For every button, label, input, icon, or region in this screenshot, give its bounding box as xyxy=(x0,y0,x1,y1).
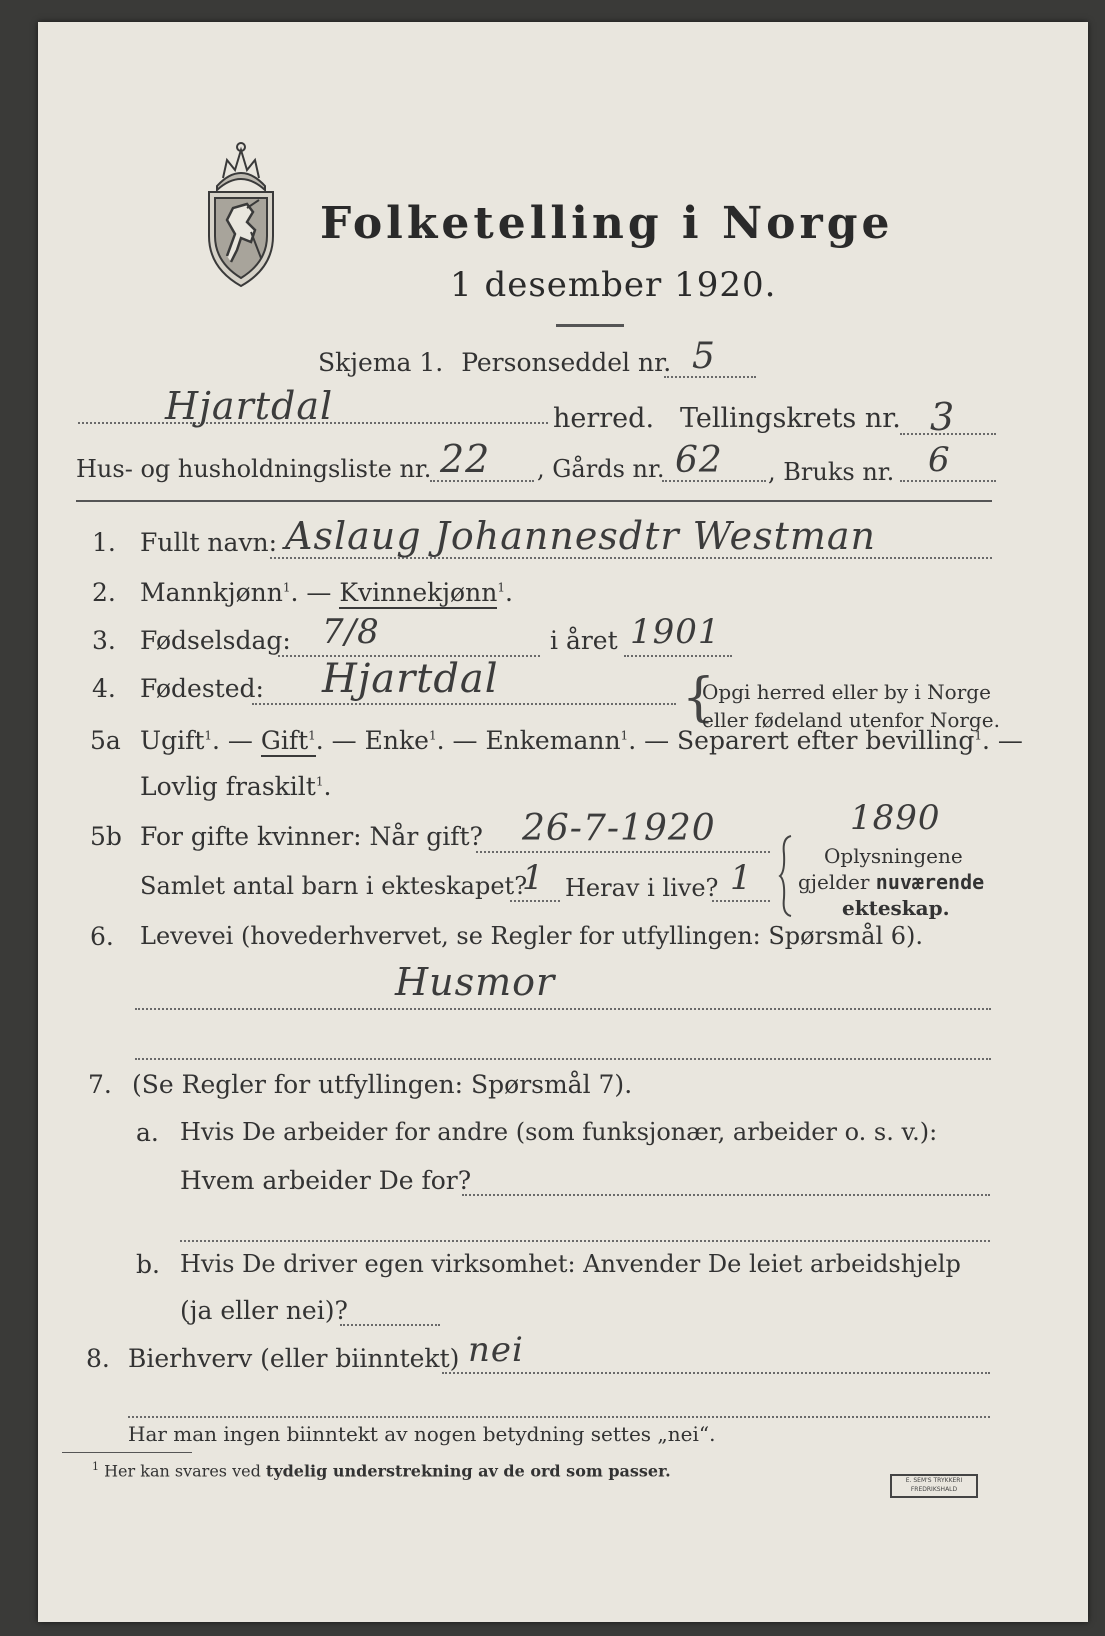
personseddel-label: Personseddel nr. xyxy=(461,348,672,377)
q8-dotline-2 xyxy=(128,1416,990,1418)
q5b-note-line2 xyxy=(798,870,984,894)
q2-male-option[interactable]: Mannkjønn xyxy=(140,578,283,607)
q3-year-value[interactable]: 1901 xyxy=(630,612,721,652)
q3-birthday-value[interactable]: 7/8 xyxy=(322,612,380,652)
q7b-dotline xyxy=(340,1324,440,1326)
footnote-bold-text: tydelig understrekning av de ord som passer. xyxy=(265,1461,671,1481)
q7a-number: a. xyxy=(136,1118,159,1147)
skjema-line xyxy=(318,348,671,377)
q7a-text: Hvis De arbeider for andre (som funksjonær, arbeider o. s. v.): xyxy=(180,1118,938,1146)
q5a-enkemann-option[interactable]: Enkemann xyxy=(485,726,621,755)
q8-secondary-income-value[interactable]: nei xyxy=(468,1330,524,1370)
q5a-gift-text: Gift xyxy=(260,726,309,755)
q5a-fn-2: 1 xyxy=(308,728,316,743)
q2-line xyxy=(140,578,513,607)
gards-value[interactable]: 62 xyxy=(675,440,723,481)
form-title: Folketelling i Norge xyxy=(320,198,894,249)
q1-number: 1. xyxy=(92,528,116,557)
q5b-correction-note: 1890 xyxy=(850,798,941,838)
q5a-fn-1: 1 xyxy=(204,728,213,743)
q7a-question: Hvem arbeider De for? xyxy=(180,1166,472,1195)
q4-label: Fødested: xyxy=(140,674,264,703)
q6-number: 6. xyxy=(90,922,114,951)
q3-year-dotline xyxy=(624,655,732,657)
q7b-number: b. xyxy=(136,1250,160,1279)
q4-number: 4. xyxy=(92,674,116,703)
q5a-sep-5: . — xyxy=(982,726,1023,755)
q2-dash: . — xyxy=(290,578,332,607)
q5a-gift-option-underlined[interactable] xyxy=(261,726,316,757)
printer-stamp xyxy=(890,1474,978,1498)
footnote-mark: 1 xyxy=(92,1460,99,1473)
q5a-ugift-option[interactable]: Ugift xyxy=(140,726,205,755)
q5a-fn-3: 1 xyxy=(428,728,437,743)
q5a-enke-option[interactable]: Enke xyxy=(364,726,429,755)
printer-stamp-line2: FREDRIKSHALD xyxy=(910,1486,958,1493)
husliste-value[interactable]: 22 xyxy=(440,437,491,481)
herred-value[interactable]: Hjartdal xyxy=(165,384,334,428)
q5a-number: 5a xyxy=(90,726,121,755)
q7a-dotline-1 xyxy=(462,1194,990,1196)
q4-brace: { xyxy=(682,668,716,728)
q5b-live-dotline xyxy=(712,900,770,902)
q5b-barn-label: Samlet antal barn i ekteskapet? xyxy=(140,872,528,900)
q2-footnote-2: 1 xyxy=(497,580,505,595)
q3-year-label: i året xyxy=(550,626,618,655)
q6-dotline-2 xyxy=(135,1058,991,1060)
q5a-line2: Lovlig fraskilt$^1$. xyxy=(140,772,332,801)
header-rule xyxy=(76,500,992,502)
q7a-dotline-2 xyxy=(180,1240,990,1242)
q5b-barn-dotline xyxy=(510,900,560,902)
bruks-label: , Bruks nr. xyxy=(768,458,895,486)
q7b-text: Hvis De driver egen virksomhet: Anvender De leiet arbeidshjelp xyxy=(180,1250,961,1278)
husliste-label: Hus- og husholdningsliste nr. xyxy=(76,455,432,483)
bruks-dotline xyxy=(900,480,996,482)
q3-label: Fødselsdag: xyxy=(140,626,291,655)
q3-number: 3. xyxy=(92,626,116,655)
q5a-line1 xyxy=(140,726,1023,755)
q4-dotline xyxy=(252,703,676,705)
q5b-dotline xyxy=(476,851,770,853)
q4-note-line2: eller fødeland utenfor Norge. xyxy=(702,708,1000,732)
q2-footnote-1: 1 xyxy=(282,580,291,595)
tellingskrets-value[interactable]: 3 xyxy=(930,395,956,439)
nei-instruction-note: Har man ingen biinntekt av nogen betydning settes „nei“. xyxy=(128,1422,716,1446)
bruks-value[interactable]: 6 xyxy=(928,440,951,480)
skjema-label: Skjema 1. xyxy=(318,348,444,377)
q8-dotline-1 xyxy=(442,1372,990,1374)
q5b-live-value[interactable]: 1 xyxy=(730,858,753,898)
q6-label: Levevei (hovederhvervet, se Regler for utfyllingen: Spørsmål 6). xyxy=(140,922,924,950)
q4-note-line1: Opgi herred eller by i Norge xyxy=(702,680,991,704)
q1-fullname-value[interactable]: Aslaug Johannesdtr Westman xyxy=(285,514,877,558)
q5b-note-bold: nuværende xyxy=(875,870,985,894)
q7b-question: (ja eller nei)? xyxy=(180,1296,348,1325)
q5b-number: 5b xyxy=(90,822,122,851)
q6-occupation-value[interactable]: Husmor xyxy=(395,960,556,1004)
q5a-fraskilt-option[interactable]: Lovlig fraskilt xyxy=(140,772,316,801)
q5b-note-line1: Oplysningene xyxy=(824,844,963,868)
q7-label: (Se Regler for utfyllingen: Spørsmål 7). xyxy=(132,1070,633,1099)
q5a-sep-1: . — xyxy=(212,726,253,755)
herred-label: herred. xyxy=(553,403,655,434)
q4-birthplace-value[interactable]: Hjartdal xyxy=(322,656,499,702)
q5a-fn-5: 1 xyxy=(974,728,983,743)
q5b-note-line3: ekteskap. xyxy=(842,896,950,920)
q5b-brace xyxy=(778,834,794,918)
tellingskrets-label: Tellingskrets nr. xyxy=(680,403,901,434)
q5b-barn-value[interactable]: 1 xyxy=(522,858,545,898)
q5a-fn-6: 1 xyxy=(315,774,324,789)
title-divider xyxy=(556,324,624,327)
q2-number: 2. xyxy=(92,578,116,607)
q7-number: 7. xyxy=(88,1070,112,1099)
q2-female-option-underlined[interactable]: Kvinnekjønn xyxy=(339,578,498,607)
q5b-label: For gifte kvinner: Når gift? xyxy=(140,822,483,851)
q5a-separert-option[interactable]: Separert efter bevilling xyxy=(677,726,975,755)
footnote xyxy=(92,1460,671,1480)
footnote-text: Her kan svares ved xyxy=(104,1461,266,1481)
q5b-live-label: Herav i live? xyxy=(565,874,719,902)
personseddel-value[interactable]: 5 xyxy=(692,336,716,377)
q5b-note-text: gjelder xyxy=(798,870,876,894)
q5a-sep-2: . — xyxy=(315,726,357,755)
form-date: 1 desember 1920. xyxy=(450,265,777,305)
footnote-rule xyxy=(62,1452,192,1453)
q8-label: Bierhverv (eller biinntekt) xyxy=(128,1344,460,1373)
q2-end: . xyxy=(504,578,513,607)
printer-stamp-line1: E. SEM'S TRYKKERI xyxy=(905,1477,963,1484)
q8-number: 8. xyxy=(86,1344,110,1373)
coat-of-arms-icon xyxy=(197,138,285,288)
q5a-sep-4: . — xyxy=(628,726,670,755)
gards-label: , Gårds nr. xyxy=(537,455,665,483)
q5b-married-date-value[interactable]: 26-7-1920 xyxy=(522,808,716,849)
q1-label: Fullt navn: xyxy=(140,528,278,557)
q5a-sep-3: . — xyxy=(436,726,478,755)
q6-dotline-1 xyxy=(135,1008,991,1010)
q5a-fn-4: 1 xyxy=(620,728,629,743)
